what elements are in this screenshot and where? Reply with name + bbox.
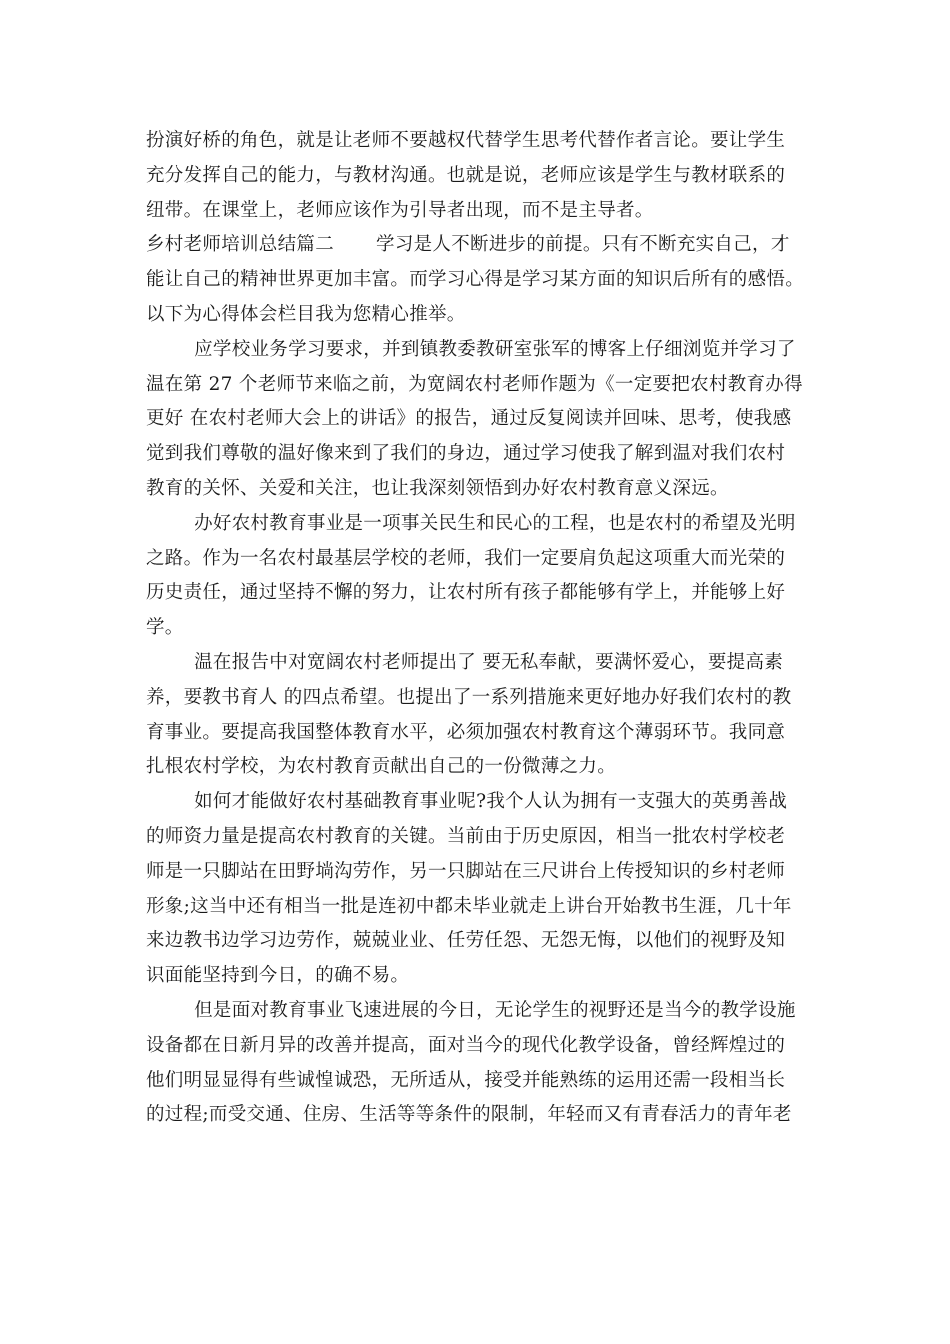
text-line: 教育的关怀、关爱和关注，也让我深刻领悟到办好农村教育意义深远。	[146, 477, 729, 499]
text-line: 他们明显显得有些诚惶诚恐，无所适从，接受并能熟练的运用还需一段相当长	[146, 1069, 786, 1091]
text-line: 扎根农村学校，为农村教育贡献出自己的一份微薄之力。	[146, 756, 617, 778]
text-line	[146, 228, 808, 263]
text-line: 养，要教书育人 的四点希望。也提出了一系列措施来更好地办好我们农村的教	[146, 686, 792, 708]
section-title: 乡村老师培训总结篇二	[146, 234, 335, 256]
text-line: 扮演好桥的角色，就是让老师不要越权代替学生思考代替作者言论。要让学生	[146, 130, 786, 151]
text-line: 育事业。要提高我国整体教育水平，必须加强农村教育这个薄弱环节。我同意	[146, 721, 786, 743]
text-line: 师是一只脚站在田野埫沟劳作，另一只脚站在三尺讲台上传授知识的乡村老师	[146, 860, 786, 882]
text-line: 识面能坚持到今日，的确不易。	[146, 965, 410, 987]
text-line: 但是面对教育事业飞速进展的今日，无论学生的视野还是当今的教学设施	[194, 999, 796, 1021]
text-line: 设备都在日新月异的改善并提高，面对当今的现代化教学设备，曾经辉煌过的	[146, 1034, 786, 1056]
text-line: 形象;这当中还有相当一批是连初中都未毕业就走上讲台开始教书生涯，几十年	[146, 895, 792, 917]
text-line: 办好农村教育事业是一项事关民生和民心的工程，也是农村的希望及光明	[194, 512, 796, 534]
text-line: 纽带。在课堂上，老师应该作为引导者出现，而不是主导者。	[146, 199, 654, 221]
text-line: 历史责任，通过坚持不懈的努力，让农村所有孩子都能够有学上，并能够上好	[146, 582, 786, 604]
paragraph	[146, 333, 808, 507]
paragraph-with-section-title	[146, 228, 808, 332]
paragraph	[146, 124, 808, 228]
paragraph	[146, 646, 808, 785]
paragraph	[146, 507, 808, 646]
text-line: 觉到我们尊敬的温好像来到了我们的身边，通过学习使我了解到温对我们农村	[146, 443, 786, 465]
text-line: 如何才能做好农村基础教育事业呢?我个人认为拥有一支强大的英勇善战	[194, 791, 788, 813]
text-line: 温在报告中对宽阔农村老师提出了 要无私奉献，要满怀爱心，要提高素	[194, 651, 784, 673]
text-line: 学。	[146, 617, 184, 639]
text-line: 能让自己的精神世界更加丰富。而学习心得是学习某方面的知识后所有的感悟。	[146, 269, 805, 291]
text-line: 的过程;而受交通、住房、生活等等条件的限制，年轻而又有青春活力的青年老	[146, 1104, 792, 1126]
text-line: 以下为心得体会栏目我为您精心推举。	[146, 303, 466, 325]
text-line: 充分发挥自己的能力，与教材沟通。也就是说，老师应该是学生与教材联系的	[146, 164, 786, 186]
text-line: 来边教书边学习边劳作，兢兢业业、任劳任怨、无怨无悔，以他们的视野及知	[146, 930, 786, 952]
text-run: 学习是人不断进步的前提。只有不断充实自己，才	[376, 234, 790, 256]
text-line: 应学校业务学习要求，并到镇教委教研室张军的博客上仔细浏览并学习了	[194, 338, 796, 360]
paragraph	[146, 785, 808, 994]
text-line: 的师资力量是提高农村教育的关键。当前由于历史原因，相当一批农村学校老	[146, 825, 786, 847]
document-body	[146, 124, 808, 1133]
text-line: 之路。作为一名农村最基层学校的老师，我们一定要肩负起这项重大而光荣的	[146, 547, 786, 569]
text-line: 更好 在农村老师大会上的讲话》的报告，通过反复阅读并回味、思考，使我感	[146, 408, 792, 430]
paragraph	[146, 994, 808, 1133]
text-line: 温在第 27 个老师节来临之前，为宽阔农村老师作题为《一定要把农村教育办得	[146, 373, 803, 395]
